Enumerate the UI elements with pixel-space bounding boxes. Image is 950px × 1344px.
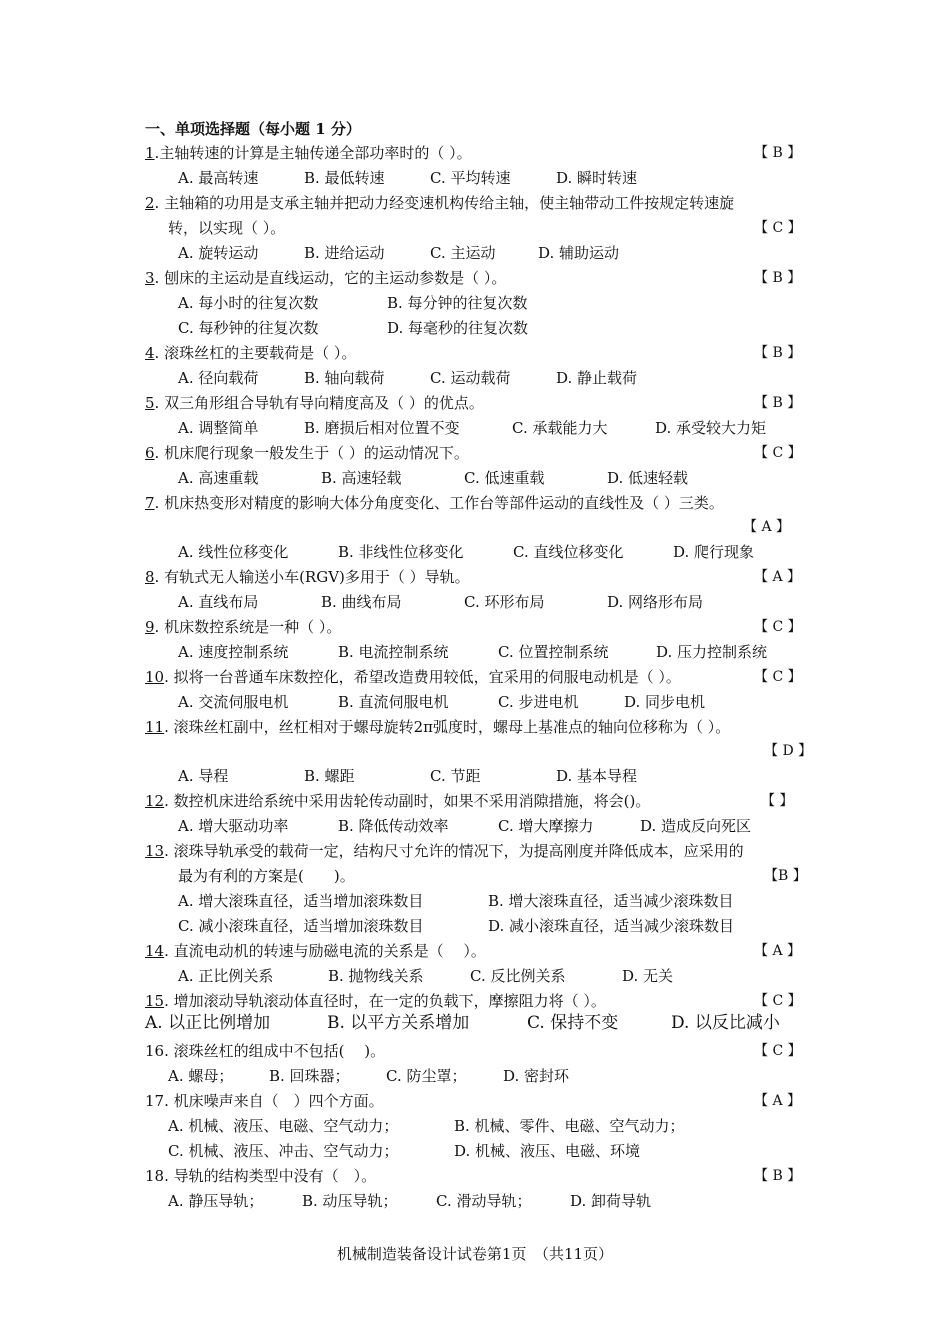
options-7	[178, 542, 754, 562]
option-b: B. 增大滚珠直径，适当减少滚珠数目	[488, 892, 734, 910]
option-d: D. 减小滚珠直径，适当减少滚珠数目	[488, 917, 735, 935]
question-3	[145, 268, 506, 288]
question-6	[145, 443, 469, 463]
option-a: A. 最高转速	[178, 169, 259, 187]
question-2-continued: 转，以实现（ ）。	[168, 219, 286, 237]
page-footer: 机械制造装备设计试卷第1页 （共11页）	[336, 1245, 614, 1263]
answer-5: 【 B 】	[754, 395, 802, 411]
option-a: A. 增大驱动功率	[178, 817, 289, 835]
question-number: 12	[145, 792, 165, 810]
options-13b	[178, 916, 734, 936]
options-4	[178, 368, 637, 388]
option-c: C. 减小滚珠直径，适当增加滚珠数目	[178, 917, 424, 935]
option-a: A. 径向载荷	[178, 369, 259, 387]
option-b: B. 每分钟的往复次数	[387, 294, 528, 312]
option-c: C. 机械、液压、冲击、空气动力；	[168, 1142, 399, 1160]
option-d: D. 压力控制系统	[656, 643, 768, 661]
option-d: D. 基本导程	[556, 767, 638, 785]
question-number: 15	[145, 992, 165, 1010]
question-number: 18.	[145, 1167, 169, 1185]
option-c: C. 步进电机	[498, 693, 579, 711]
question-text: . 双三角形组合导轨有导向精度高及（ ）的优点。	[154, 394, 484, 412]
option-d: D. 以反比减小	[671, 1013, 780, 1033]
option-d: D. 辅助运动	[538, 244, 620, 262]
answer-15: 【 C 】	[754, 993, 802, 1009]
question-14	[145, 941, 486, 961]
answer-2: 【 C 】	[754, 220, 802, 236]
option-b: B. 抛物线关系	[328, 967, 424, 985]
question-18	[145, 1166, 376, 1186]
question-text: . 机床爬行现象一般发生于（ ）的运动情况下。	[154, 444, 469, 462]
question-text: . 有轨式无人输送小车(RGV)多用于（ ）导轨。	[154, 568, 470, 586]
question-text: . 刨床的主运动是直线运动，它的主运动参数是（ ）。	[154, 269, 507, 287]
options-12	[178, 816, 751, 836]
answer-6: 【 C 】	[754, 445, 802, 461]
answer-14: 【 A 】	[754, 943, 802, 959]
options-3a	[178, 293, 528, 313]
question-1	[145, 143, 472, 163]
option-c: C. 平均转速	[430, 169, 511, 187]
option-b: B. 磨损后相对位置不变	[304, 419, 460, 437]
option-d: D. 造成反向死区	[640, 817, 752, 835]
options-8	[178, 592, 703, 612]
options-13a	[178, 891, 734, 911]
option-a: A. 机械、液压、电磁、空气动力；	[168, 1117, 399, 1135]
option-d: D. 同步电机	[624, 693, 706, 711]
option-c: C. 主运动	[430, 244, 496, 262]
option-c: C. 位置控制系统	[498, 643, 609, 661]
answer-9: 【 C 】	[754, 619, 802, 635]
option-b: B. 最低转速	[304, 169, 385, 187]
options-17b	[168, 1141, 640, 1161]
question-10	[145, 667, 681, 687]
question-number: 16.	[145, 1042, 169, 1060]
answer-7: 【 A 】	[743, 519, 791, 535]
answer-4: 【 B 】	[754, 345, 802, 361]
question-number: 9	[145, 618, 155, 636]
option-c: C. 反比例关系	[470, 967, 566, 985]
question-text: . 拟将一台普通车床数控化，希望改造费用较低，宜采用的伺服电动机是（ ）。	[164, 668, 681, 686]
question-number: 1	[145, 144, 155, 162]
question-number: 17.	[145, 1092, 169, 1110]
option-b: B. 机械、零件、电磁、空气动力；	[454, 1117, 685, 1135]
option-d: D. 网络形布局	[607, 593, 704, 611]
answer-3: 【 B 】	[754, 270, 802, 286]
answer-10: 【 C 】	[754, 669, 802, 685]
options-10	[178, 692, 705, 712]
options-1	[178, 168, 637, 188]
option-b: B. 降低传动效率	[338, 817, 449, 835]
option-a: A. 静压导轨；	[168, 1192, 264, 1210]
options-14	[178, 966, 673, 986]
option-b: B. 曲线布局	[321, 593, 402, 611]
question-text: . 增加滚动导轨滚动体直径时，在一定的负载下，摩擦阻力将（ ）。	[164, 992, 606, 1010]
question-text: . 主轴箱的功用是支承主轴并把动力经变速机构传给主轴，使主轴带动工件按规定转速旋	[154, 194, 735, 212]
option-c: C. 环形布局	[464, 593, 545, 611]
answer-17: 【 A 】	[754, 1093, 802, 1109]
option-a: A. 增大滚珠直径，适当增加滚珠数目	[178, 892, 424, 910]
option-a: A. 线性位移变化	[178, 543, 289, 561]
question-16	[145, 1041, 385, 1061]
question-text: . 数控机床进给系统中采用齿轮传动副时，如果不采用消隙措施，将会()。	[164, 792, 651, 810]
question-15	[145, 991, 606, 1011]
question-13	[145, 841, 744, 861]
option-c: C. 防尘罩；	[386, 1067, 467, 1085]
option-a: A. 交流伺服电机	[178, 693, 289, 711]
question-number: 6	[145, 444, 155, 462]
answer-8: 【 A 】	[754, 569, 802, 585]
option-d: D. 静止载荷	[556, 369, 638, 387]
question-text: 机床噪声来自（ ）四个方面。	[168, 1092, 384, 1110]
question-number: 3	[145, 269, 155, 287]
option-c: C. 滑动导轨；	[436, 1192, 532, 1210]
options-17a	[168, 1116, 685, 1136]
option-b: B. 直流伺服电机	[338, 693, 449, 711]
options-5	[178, 418, 766, 438]
options-2	[178, 243, 619, 263]
option-b: B. 轴向载荷	[304, 369, 385, 387]
option-d: D. 每毫秒的往复次数	[387, 319, 529, 337]
option-c: C. 直线位移变化	[513, 543, 624, 561]
question-text: . 滚珠导轨承受的载荷一定，结构尺寸允许的情况下，为提高刚度并降低成本，应采用的	[164, 842, 744, 860]
question-text: . 机床数控系统是一种（ ）。	[154, 618, 342, 636]
option-d: D. 机械、液压、电磁、环境	[454, 1142, 641, 1160]
question-number: 5	[145, 394, 155, 412]
option-a: A. 以正比例增加	[145, 1013, 271, 1033]
options-11	[178, 766, 637, 786]
option-a: A. 调整简单	[178, 419, 259, 437]
option-d: D. 瞬时转速	[556, 169, 638, 187]
option-c: C. 保持不变	[527, 1013, 619, 1033]
option-c: C. 节距	[430, 767, 481, 785]
option-a: A. 高速重载	[178, 469, 259, 487]
question-5	[145, 393, 484, 413]
option-d: D. 承受较大力矩	[655, 419, 767, 437]
option-d: D. 密封环	[503, 1067, 570, 1085]
options-3b	[178, 318, 528, 338]
answer-1: 【 B 】	[754, 145, 802, 161]
question-17	[145, 1091, 384, 1111]
question-number: 13	[145, 842, 165, 860]
question-2	[145, 193, 734, 213]
question-text: . 滚珠丝杠的主要载荷是（ ）。	[154, 344, 357, 362]
option-a: A. 正比例关系	[178, 967, 274, 985]
question-text: . 滚珠丝杠副中，丝杠相对于螺母旋转2π弧度时，螺母上基准点的轴向位移称为（ ）。	[164, 718, 731, 736]
section-title: 一、单项选择题（每小题 1 分）	[145, 120, 361, 138]
question-9	[145, 617, 341, 637]
option-d: D. 爬行现象	[673, 543, 755, 561]
question-12	[145, 791, 650, 811]
option-c: C. 每秒钟的往复次数	[178, 319, 319, 337]
option-d: D. 卸荷导轨	[570, 1192, 652, 1210]
answer-11: 【 D 】	[764, 743, 813, 759]
option-a: A. 导程	[178, 767, 229, 785]
option-c: C. 增大摩擦力	[498, 817, 594, 835]
options-6	[178, 468, 688, 488]
answer-12: 【 】	[761, 793, 794, 809]
option-b: B. 回珠器；	[269, 1067, 350, 1085]
option-b: B. 电流控制系统	[338, 643, 449, 661]
option-b: B. 高速轻载	[321, 469, 402, 487]
question-number: 10	[145, 668, 165, 686]
option-b: B. 进给运动	[304, 244, 385, 262]
option-a: A. 直线布局	[178, 593, 259, 611]
option-d: D. 低速轻载	[607, 469, 689, 487]
question-11	[145, 717, 730, 737]
question-number: 14	[145, 942, 165, 960]
question-text: 滚珠丝杠的组成中不包括( )。	[168, 1042, 386, 1060]
options-16	[168, 1066, 569, 1086]
question-4	[145, 343, 356, 363]
option-b: B. 螺距	[304, 767, 355, 785]
question-7	[145, 493, 724, 513]
options-15	[145, 1013, 780, 1033]
answer-18: 【 B 】	[754, 1168, 802, 1184]
option-b: B. 非线性位移变化	[338, 543, 464, 561]
question-text: . 机床热变形对精度的影响大体分角度变化、工作台等部件运动的直线性及（ ）三类。	[154, 494, 724, 512]
question-number: 11	[145, 718, 165, 736]
answer-16: 【 C 】	[754, 1043, 802, 1059]
question-text: 导轨的结构类型中没有（ ）。	[168, 1167, 377, 1185]
options-18	[168, 1191, 651, 1211]
question-number: 7	[145, 494, 155, 512]
option-c: C. 低速重载	[464, 469, 545, 487]
option-a: A. 旋转运动	[178, 244, 259, 262]
option-b: B. 以平方关系增加	[327, 1013, 470, 1033]
option-a: A. 每小时的往复次数	[178, 294, 319, 312]
option-c: C. 承载能力大	[512, 419, 608, 437]
question-number: 8	[145, 568, 155, 586]
question-13-continued: 最为有利的方案是( )。	[178, 867, 355, 885]
option-a: A. 速度控制系统	[178, 643, 289, 661]
question-8	[145, 567, 470, 587]
question-text: .主轴转速的计算是主轴传递全部功率时的（ ）。	[154, 144, 472, 162]
options-9	[178, 642, 767, 662]
option-b: B. 动压导轨；	[302, 1192, 398, 1210]
option-a: A. 螺母；	[168, 1067, 234, 1085]
question-number: 4	[145, 344, 155, 362]
option-c: C. 运动载荷	[430, 369, 511, 387]
question-number: 2	[145, 194, 155, 212]
option-d: D. 无关	[622, 967, 674, 985]
question-text: . 直流电动机的转速与励磁电流的关系是（ ）。	[164, 942, 486, 960]
answer-13: 【B 】	[764, 868, 807, 884]
